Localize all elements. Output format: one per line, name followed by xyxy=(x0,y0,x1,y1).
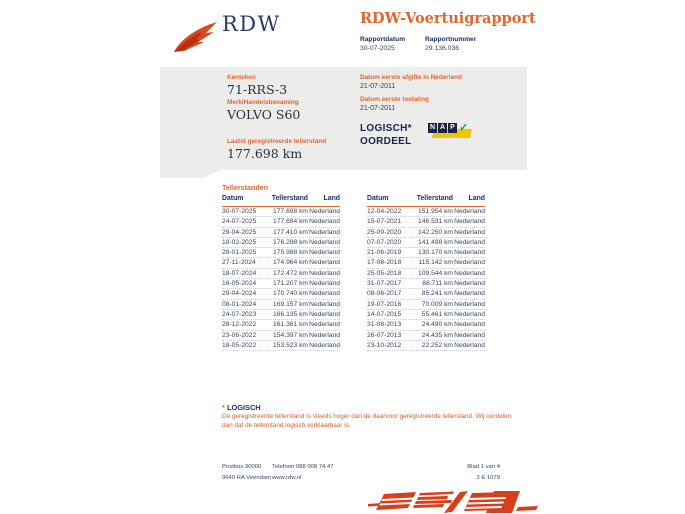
table-body xyxy=(367,207,485,351)
cell-datum: 17-08-2018 xyxy=(367,259,402,267)
kenteken-label: Kenteken xyxy=(227,74,256,81)
cell-land: Nederland xyxy=(454,259,485,267)
table-row xyxy=(367,289,485,299)
table-row xyxy=(222,300,340,310)
footer-doc-code: 3 E 1079 xyxy=(476,475,500,481)
nap-letter-n: N xyxy=(429,124,436,131)
cell-tellerstand: 115.142 km xyxy=(418,259,453,267)
cell-land: Nederland xyxy=(309,249,340,257)
cell-datum: 14-07-2015 xyxy=(367,310,402,318)
cell-land: Nederland xyxy=(454,218,485,226)
cell-datum: 30-07-2025 xyxy=(222,208,257,215)
toelating-value: 21-07-2011 xyxy=(360,105,396,112)
table-row xyxy=(222,320,340,330)
kenteken-value: 71-RRS-3 xyxy=(227,82,288,97)
col-header-land: Land xyxy=(323,195,340,202)
cell-land: Nederland xyxy=(454,249,485,257)
cell-land: Nederland xyxy=(309,228,340,236)
table-row xyxy=(222,310,340,320)
cell-datum: 19-07-2016 xyxy=(367,300,402,308)
cell-datum: 31-07-2017 xyxy=(367,280,402,288)
table-row xyxy=(367,238,485,248)
cell-datum: 28-12-2022 xyxy=(222,321,257,329)
cell-datum: 15-07-2021 xyxy=(367,218,402,226)
cell-datum: 08-06-2017 xyxy=(367,290,402,298)
cell-datum: 18-05-2022 xyxy=(222,341,257,349)
table-row xyxy=(367,341,485,351)
cell-datum: 18-07-2024 xyxy=(222,269,257,277)
rdw-flag-icon xyxy=(172,20,218,56)
cell-land: Nederland xyxy=(454,331,485,339)
table-row xyxy=(367,320,485,330)
cell-tellerstand: 172.472 km xyxy=(273,269,308,277)
cell-datum: 21-06-2019 xyxy=(367,249,402,257)
table-row xyxy=(367,207,485,217)
cell-tellerstand: 88.711 km xyxy=(422,280,453,288)
cell-datum: 08-01-2024 xyxy=(222,300,257,308)
cell-tellerstand: 85.241 km xyxy=(421,290,453,298)
tellerstand-label: Laatst geregistreerde tellerstand xyxy=(227,138,327,145)
table-row xyxy=(222,341,340,351)
nap-logo xyxy=(428,122,474,142)
cell-land: Nederland xyxy=(454,290,485,298)
logisch-footnote-title xyxy=(222,403,261,412)
cell-land: Nederland xyxy=(454,228,485,236)
table-row xyxy=(367,248,485,258)
cell-datum: 29-04-2025 xyxy=(222,228,257,236)
cell-tellerstand: 55.461 km xyxy=(421,310,453,318)
table-row xyxy=(222,207,340,217)
cell-tellerstand: 146.531 km xyxy=(418,218,453,226)
footer-address-line2: 9640 RA Veendam xyxy=(222,475,272,481)
cell-land: Nederland xyxy=(454,280,485,288)
cell-datum: 16-05-2024 xyxy=(222,280,257,288)
cell-land: Nederland xyxy=(309,341,340,349)
oordeel-line1: LOGISCH* xyxy=(360,123,412,134)
cell-tellerstand: 174.964 km xyxy=(273,259,308,267)
table-row xyxy=(222,279,340,289)
footnote-title-text: LOGISCH xyxy=(224,403,261,412)
cell-tellerstand: 109.544 km xyxy=(418,269,453,277)
page-title: RDW-Voertuigrapport xyxy=(360,10,536,27)
merk-label: Merk/Handelsbenaming xyxy=(227,99,299,106)
tellerstand-value: 177.698 km xyxy=(227,146,303,161)
table-row xyxy=(367,331,485,341)
cell-tellerstand: 153.523 km xyxy=(273,341,308,349)
table-row xyxy=(367,217,485,227)
col-header-datum: Datum xyxy=(222,195,244,202)
table-row xyxy=(222,258,340,268)
cell-land: Nederland xyxy=(309,259,340,267)
cell-datum: 23-06-2022 xyxy=(222,331,257,339)
cell-land: Nederland xyxy=(309,290,340,298)
table-row xyxy=(367,228,485,238)
cell-land: Nederland xyxy=(454,269,485,277)
panel-notch xyxy=(160,170,220,178)
cell-tellerstand: 70.009 km xyxy=(421,300,453,308)
report-date-value: 30-07-2025 xyxy=(360,45,395,52)
table-row xyxy=(222,248,340,258)
cell-tellerstand: 151.954 km xyxy=(418,208,453,215)
cell-land: Nederland xyxy=(454,310,485,318)
footer-website: www.rdw.nl xyxy=(272,475,302,481)
rdw-logo-text: RDW xyxy=(222,12,281,36)
cell-land: Nederland xyxy=(309,238,340,246)
cell-land: Nederland xyxy=(309,269,340,277)
table-row xyxy=(222,217,340,227)
afgifte-label: Datum eerste afgifte in Nederland xyxy=(360,74,462,81)
nap-letter-p: P xyxy=(448,123,457,133)
tellerstanden-title: Tellerstanden xyxy=(222,183,269,192)
cell-tellerstand: 171.207 km xyxy=(273,280,308,288)
cell-land: Nederland xyxy=(309,310,340,318)
table-row xyxy=(367,310,485,320)
cell-land: Nederland xyxy=(309,280,340,288)
cell-tellerstand: 22.252 km xyxy=(421,341,453,349)
cell-tellerstand: 141.498 km xyxy=(418,238,453,246)
cell-land: Nederland xyxy=(309,300,340,308)
footnote-star: * xyxy=(222,403,225,412)
cell-tellerstand: 177.410 km xyxy=(273,228,308,236)
cell-tellerstand: 176.288 km xyxy=(273,238,308,246)
footer-page-number: Blad 1 van 4 xyxy=(467,464,500,470)
table-row xyxy=(367,258,485,268)
table-row xyxy=(222,331,340,341)
table-row xyxy=(222,269,340,279)
toelating-label: Datum eerste toelating xyxy=(360,96,429,103)
footer-address-line1: Postbus 30000 xyxy=(222,464,262,470)
oordeel-text xyxy=(360,122,412,148)
cell-datum: 25-09-2020 xyxy=(367,228,402,236)
table-header xyxy=(222,195,340,207)
footer-phone: Telefoon 088 008 74 47 xyxy=(272,464,334,470)
logisch-footnote-text: De geregistreerde tellerstand is steeds hoger dan de daarvoor geregistreerde tellerstand. Wij oordelen dan dat de tellerstand logisch verklaarbaar is. xyxy=(222,413,512,429)
col-header-land: Land xyxy=(468,195,485,202)
cell-tellerstand: 130.170 km xyxy=(418,249,453,257)
report-date-label: Rapportdatum xyxy=(360,36,406,43)
cell-land: Nederland xyxy=(454,300,485,308)
cell-land: Nederland xyxy=(454,341,485,349)
cell-datum: 23-10-2012 xyxy=(367,341,402,349)
table-body xyxy=(222,207,340,351)
cell-land: Nederland xyxy=(454,321,485,329)
cell-tellerstand: 24.490 km xyxy=(421,321,453,329)
cell-tellerstand: 166.135 km xyxy=(273,310,308,318)
col-header-tellerstand: Tellerstand xyxy=(271,195,308,202)
cell-datum: 07-07-2020 xyxy=(367,238,402,246)
cell-tellerstand: 154.397 km xyxy=(273,331,308,339)
cell-datum: 24-07-2025 xyxy=(222,218,257,226)
cell-tellerstand: 170.740 km xyxy=(273,290,308,298)
cell-land: Nederland xyxy=(309,321,340,329)
table-row xyxy=(222,238,340,248)
col-header-datum: Datum xyxy=(367,195,389,202)
oordeel-line2: OORDEEL xyxy=(360,136,412,147)
cell-tellerstand: 177.694 km xyxy=(273,218,308,226)
merk-value: VOLVO S60 xyxy=(227,107,301,122)
cell-datum: 26-07-2013 xyxy=(367,331,402,339)
tellerstanden-table-right xyxy=(367,195,485,351)
afgifte-value: 21-07-2011 xyxy=(360,83,396,90)
nap-letter-a: A xyxy=(439,124,446,131)
table-header xyxy=(367,195,485,207)
nap-check-icon: ✓ xyxy=(459,122,469,134)
cell-land: Nederland xyxy=(454,208,485,215)
table-row xyxy=(367,269,485,279)
cell-datum: 31-08-2013 xyxy=(367,321,402,329)
cell-datum: 12-04-2022 xyxy=(367,208,402,215)
cell-tellerstand: 177.698 km xyxy=(273,208,308,215)
cell-land: Nederland xyxy=(454,238,485,246)
report-number-value: 29.136.036 xyxy=(425,45,460,52)
cell-tellerstand: 161.361 km xyxy=(273,321,308,329)
table-row xyxy=(222,228,340,238)
col-header-tellerstand: Tellerstand xyxy=(416,195,453,202)
table-row xyxy=(367,300,485,310)
cell-datum: 25-05-2018 xyxy=(367,269,402,277)
cell-land: Nederland xyxy=(309,218,340,226)
cell-tellerstand: 24.435 km xyxy=(421,331,453,339)
rdw-logo xyxy=(172,12,302,52)
table-row xyxy=(367,279,485,289)
cell-land: Nederland xyxy=(309,331,340,339)
cell-land: Nederland xyxy=(309,208,340,215)
cell-datum: 29-04-2024 xyxy=(222,290,257,298)
cell-datum: 27-11-2024 xyxy=(222,259,256,267)
tellerstanden-table-left xyxy=(222,195,340,351)
cell-datum: 24-07-2023 xyxy=(222,310,257,318)
cell-datum: 28-01-2025 xyxy=(222,249,257,257)
cell-tellerstand: 169.157 km xyxy=(273,300,308,308)
report-number-label: Rapportnummer xyxy=(425,36,477,43)
table-row xyxy=(222,289,340,299)
vehicle-summary-panel xyxy=(160,67,527,170)
decorative-stripes-graphic xyxy=(368,491,540,514)
cell-datum: 18-02-2025 xyxy=(222,238,257,246)
cell-tellerstand: 142.250 km xyxy=(418,228,453,236)
cell-tellerstand: 175.988 km xyxy=(273,249,308,257)
